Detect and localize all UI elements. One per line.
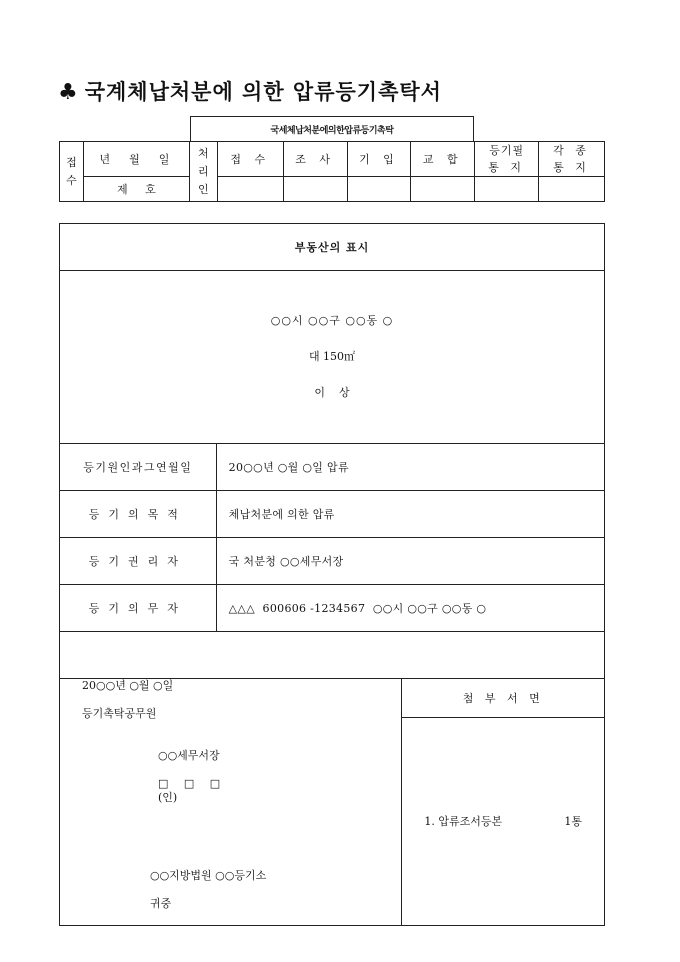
step-verify-label: 교 합 [422, 153, 463, 166]
step-entry-label: 기 입 [359, 153, 399, 166]
process-column-text: 처리인 [198, 146, 209, 196]
process-column-label [189, 142, 217, 202]
field-label-obligor: 등기의무자 [60, 585, 217, 632]
field-value-cause-date[interactable]: 20○○년 ○월 ○일 압류 [216, 444, 604, 491]
receipt-table [59, 141, 605, 202]
receipt-number-label: 제 호 [117, 183, 156, 196]
each-notice-field[interactable] [539, 177, 605, 202]
seal-boxes: □ □ □ [157, 777, 227, 790]
field-label-cause-date: 등기원인과그연월일 [60, 444, 217, 491]
property-header: 부동산의 표시 [60, 224, 605, 271]
receipt-date-cell[interactable] [83, 142, 189, 177]
step-review-label: 조 사 [295, 153, 335, 166]
property-location: ○○시 ○○구 ○○동 ○ [270, 314, 394, 327]
document-title-row [58, 76, 442, 106]
office-seal-line [82, 735, 401, 819]
step-receipt-header [217, 142, 283, 177]
club-icon: ♣ [58, 79, 79, 105]
signature-block [60, 679, 402, 926]
field-label-right-holder: 등기권리자 [60, 538, 217, 585]
registration-notice-line2: 통 지 [488, 161, 526, 174]
main-form-table [59, 223, 605, 926]
registration-notice-line1: 등기필 [489, 144, 525, 157]
property-description [60, 271, 605, 444]
each-notice-header [539, 142, 605, 177]
registration-notice-field[interactable] [475, 177, 539, 202]
step-review-field[interactable] [283, 177, 347, 202]
property-end-mark: 이 상 [314, 386, 350, 399]
step-entry-header [347, 142, 411, 177]
step-verify-header [411, 142, 475, 177]
step-receipt-label: 접 수 [230, 153, 271, 166]
attachment-count: 1통 [564, 815, 582, 829]
attachments-list [402, 717, 605, 925]
property-area: 대 150㎡ [308, 350, 356, 363]
seal-mark: (인) [157, 791, 178, 804]
step-verify-field[interactable] [411, 177, 475, 202]
step-entry-field[interactable] [347, 177, 411, 202]
receipt-date-label: 년 월 일 [99, 153, 174, 166]
field-value-purpose[interactable]: 체납처분에 의한 압류 [216, 491, 604, 538]
document-date: 20○○년 ○월 ○일 [82, 679, 174, 692]
requesting-official: 등기촉탁공무원 [82, 707, 157, 720]
step-receipt-field[interactable] [217, 177, 283, 202]
addressee-line [82, 855, 401, 925]
field-value-obligor[interactable]: △△△ 600606 -1234567 ○○시 ○○구 ○○동 ○ [216, 585, 604, 632]
field-label-purpose: 등기의목적 [60, 491, 217, 538]
honorific: 귀중 [149, 897, 172, 910]
court-name: ○○지방법원 ○○등기소 [149, 869, 267, 882]
receipt-column-label [60, 142, 84, 202]
field-value-right-holder[interactable]: 국 처분청 ○○세무서장 [216, 538, 604, 585]
receipt-column-text: 접수 [66, 155, 77, 187]
each-notice-line1: 각 종 [553, 144, 590, 157]
office-name: ○○세무서장 [157, 749, 220, 762]
receipt-number-cell[interactable] [83, 177, 189, 202]
receipt-header-label: 국세체납처분에의한압류등기촉탁 [190, 116, 474, 142]
document-title: 국계체납처분에 의한 압류등기촉탁서 [84, 79, 442, 104]
each-notice-line2: 통 지 [553, 161, 590, 174]
attachment-item: 1. 압류조서등본 [424, 815, 503, 829]
step-review-header [283, 142, 347, 177]
registration-notice-header [475, 142, 539, 177]
attachments-header: 첨 부 서 면 [402, 679, 605, 718]
blank-row[interactable] [60, 632, 605, 679]
